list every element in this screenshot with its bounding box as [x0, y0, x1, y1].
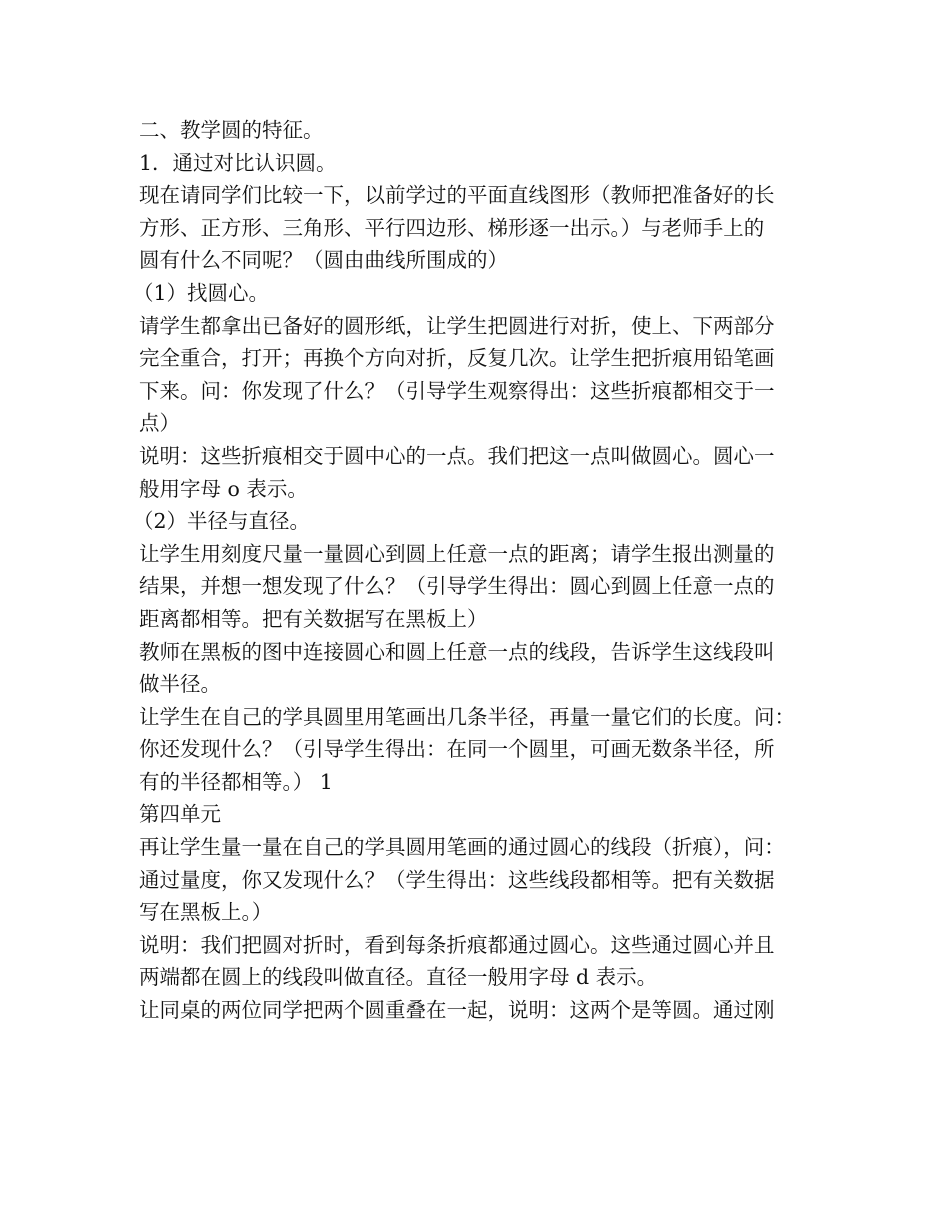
paragraph-line: 现在请同学们比较一下，以前学过的平面直线图形（教师把准备好的长: [139, 183, 775, 208]
paragraph-line: 结果，并想一想发现了什么？（引导学生得出：圆心到圆上任意一点的: [139, 574, 775, 599]
paragraph-line: 般用字母 o 表示。: [139, 476, 308, 501]
paragraph-line: 让学生用刻度尺量一量圆心到圆上任意一点的距离；请学生报出测量的: [139, 541, 775, 566]
paragraph-line: 两端都在圆上的线段叫做直径。直径一般用字母 d 表示。: [139, 965, 658, 990]
document-body: [133, 114, 829, 1027]
subsection-heading: 1．通过对比认识圆。: [139, 150, 337, 175]
paragraph-line: 距离都相等。把有关数据写在黑板上）: [139, 606, 488, 631]
paragraph-line: 下来。问：你发现了什么？（引导学生观察得出：这些折痕都相交于一: [139, 378, 775, 403]
subsection-heading: （2）半径与直径。: [133, 509, 311, 534]
section-heading: 二、教学圆的特征。: [139, 118, 324, 142]
paragraph-line: 通过量度，你又发现什么？（学生得出：这些线段都相等。把有关数据: [139, 867, 775, 892]
paragraph-line: 有的半径都相等。） 1: [139, 769, 333, 794]
paragraph-line: 说明：这些折痕相交于圆中心的一点。我们把这一点叫做圆心。圆心一: [139, 443, 775, 468]
paragraph-line: 写在黑板上。）: [139, 900, 273, 925]
paragraph-line: 完全重合，打开；再换个方向对折，反复几次。让学生把折痕用铅笔画: [139, 346, 775, 371]
paragraph-line: 做半径。: [139, 672, 221, 697]
unit-heading: 第四单元: [139, 802, 221, 827]
paragraph-line: 说明：我们把圆对折时，看到每条折痕都通过圆心。这些通过圆心并且: [139, 932, 775, 957]
paragraph-line: 让学生在自己的学具圆里用笔画出几条半径，再量一量它们的长度。问：: [139, 704, 795, 729]
paragraph-line: 让同桌的两位同学把两个圆重叠在一起，说明：这两个是等圆。通过刚: [139, 998, 775, 1023]
paragraph-line: 再让学生量一量在自己的学具圆用笔画的通过圆心的线段（折痕），问：: [139, 835, 785, 860]
paragraph-line: 点）: [139, 411, 180, 436]
subsection-heading: （1）找圆心。: [133, 280, 270, 305]
paragraph-line: 方形、正方形、三角形、平行四边形、梯形逐一出示。）与老师手上的: [139, 215, 765, 240]
paragraph-line: 教师在黑板的图中连接圆心和圆上任意一点的线段，告诉学生这线段叫: [139, 639, 775, 664]
paragraph-line: 请学生都拿出已备好的圆形纸，让学生把圆进行对折，使上、下两部分: [139, 313, 775, 338]
paragraph-line: 圆有什么不同呢？（圆由曲线所围成的）: [139, 248, 508, 273]
paragraph-line: 你还发现什么？（引导学生得出：在同一个圆里，可画无数条半径，所: [139, 737, 775, 762]
